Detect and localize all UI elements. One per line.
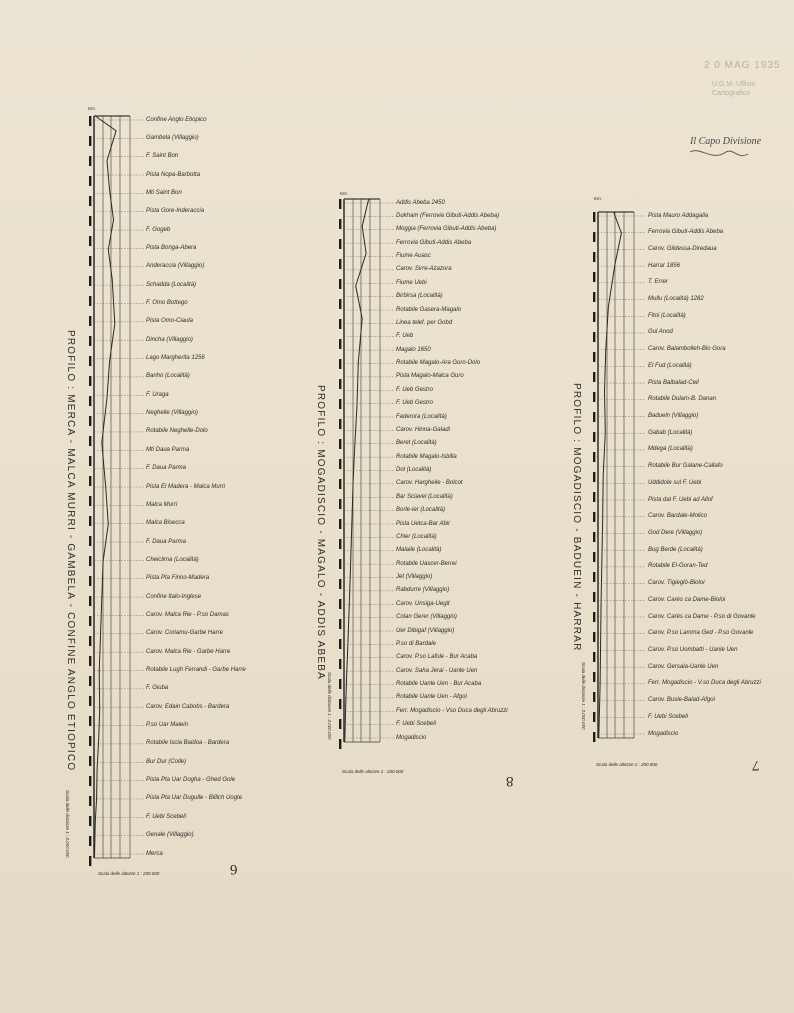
profile8-place-label: F. Ueb Gestro	[396, 386, 433, 393]
profile6-scale-segment	[89, 316, 91, 326]
profile6-scale-segment	[89, 656, 91, 666]
profile8-place-label: Carov. Unsiga-Uegit	[396, 600, 450, 607]
profile7-scale-alt: Scala delle altezze 1 : 200.000	[596, 762, 658, 767]
profile7-place-label: Carov. Balambolleh-Bio Gora	[648, 346, 726, 353]
profile6-unit: Km.	[88, 106, 97, 111]
profile7-place-label: Pista dal F. Uebi ad Allof	[648, 496, 713, 503]
profile8-scale-segment	[339, 679, 341, 689]
profile7-scale-segment	[593, 492, 595, 502]
profile8-scale-segment	[339, 739, 341, 749]
profile6-place-label: F. Gogeb	[146, 226, 171, 233]
profile6-scale-segment	[89, 136, 91, 146]
profile7-place-label: Fitoi (Località)	[648, 312, 686, 319]
profile8-place-label: Jet (Villaggio)	[396, 574, 433, 580]
profile7-scale-segment	[593, 472, 595, 482]
profile6-place-label: Carov. Malca Rie - P.so Damas	[146, 611, 229, 618]
profile6-scale-segment	[89, 516, 91, 526]
profile6-scale-segment	[89, 396, 91, 406]
profile6-scale-segment	[89, 116, 91, 126]
profile8-place-label: Carov. Hinna-Galadi	[396, 426, 450, 433]
profile7-place-label: Carov. Busle-Balad-Afgoi	[648, 697, 715, 704]
profile8-place-label: Rotabile Uanle Uen - Bur Acaba	[396, 681, 482, 687]
profile8-place-label: Dol (Località)	[396, 467, 432, 473]
profile6-scale-segment	[89, 816, 91, 826]
office-stamp: U.G.M. Ufficio Cartografico	[712, 81, 756, 97]
profile8-scale-segment	[339, 539, 341, 549]
profile6-place-label: Carov. Edain Cabobs - Bardera	[146, 703, 230, 710]
profile7-scale-segment	[593, 272, 595, 282]
profile6-place-label: Pista Bonga-Abera	[146, 244, 197, 251]
profile7-place-label: Bug Berde (Località)	[648, 546, 703, 553]
profile8-scale-segment	[339, 479, 341, 489]
profile8-place-label: Linea telef. per Gobd	[396, 319, 453, 326]
profile6-place-label: Banho (Località)	[146, 373, 190, 380]
profile8-place-label: Ferr. Mogadiscio - Vso Duca degli Abruzzi	[396, 707, 508, 714]
profile7-place-label: Pista Mauro Addagalla	[648, 212, 709, 219]
profile8-scale-alt: Scala delle altezze 1 : 200.000	[342, 769, 404, 774]
profile6-place-label: F. Saint Bon	[146, 153, 179, 160]
profile6-scale-segment	[89, 616, 91, 626]
signature-head: Il Capo Divisione	[690, 136, 762, 147]
profile6-place-label: Confine Anglo Etiopico	[146, 116, 207, 123]
profile8-scale-segment	[339, 639, 341, 649]
profile6-place-label: Genale (Villaggio)	[146, 832, 194, 839]
profile6-scale-segment	[89, 836, 91, 846]
profile8-place-label: Ferrovia Gibuti-Addis Abeba	[396, 239, 472, 246]
profile7-scale-segment	[593, 692, 595, 702]
profile7-place-label: Carov. P.so Lamma Ged - P.so Govanle	[648, 630, 754, 637]
profile7-place-label: Carov. Carès ca Dame-Bioloi	[648, 596, 726, 603]
profile6-scale-segment	[89, 556, 91, 566]
profile8-place-label: Pista Uetca-Bar Abir	[396, 520, 451, 527]
profile8-place-label: Carov. P.so Lafole - Bur Acaba	[396, 654, 478, 661]
profile7-place-label: Harrar 1856	[648, 262, 681, 269]
profile8-place-label: Moggia (Ferrovia Gibuti-Addis Abeba)	[396, 226, 497, 233]
profile8-scale-segment	[339, 439, 341, 449]
profile6-scale-segment	[89, 576, 91, 586]
profile7-scale-segment	[593, 372, 595, 382]
profile7-scale-segment	[593, 652, 595, 662]
profile7-place-label: Carov. Tigieglò-Bioloi	[648, 580, 705, 587]
profile6-scale-segment	[89, 496, 91, 506]
profile7-place-label: Carov. P.so Uombatti - Uanle Uen	[648, 646, 738, 653]
profile6-place-label: Rotabile Iscia Baidoa - Bardera	[146, 740, 230, 747]
profile7-place-label: Uddidole sul F. Uebi	[648, 479, 702, 486]
profile7-scale-segment	[593, 332, 595, 342]
profile8-place-label: Fiume Auasc	[396, 253, 431, 259]
profile6-scale-segment	[89, 476, 91, 486]
profile6-place-label: Rotabile Lugh Ferrandi - Garbe Harre	[146, 667, 246, 673]
profile6-scale-segment	[89, 276, 91, 286]
profile8-place-label: Bar Sciavel (Località)	[396, 493, 453, 500]
profile8-scale-segment	[339, 579, 341, 589]
profile7-place-label: El Fud (Località)	[648, 362, 692, 369]
profile6-scale-segment	[89, 716, 91, 726]
profile7-place-label: Mdega (Località)	[648, 446, 693, 453]
profile6-place-label: F. Omo Bottego	[146, 300, 188, 306]
profile6-place-label: Pista Pta Uar Dogha - Ghed Gole	[146, 777, 236, 784]
profile6-page-number: 6	[230, 861, 238, 877]
profile7-scale-segment	[593, 232, 595, 242]
profile8-scale-segment	[339, 279, 341, 289]
profile8-place-label: Rotabile Gasera-Magalo	[396, 306, 462, 313]
profile7-title: PROFILO : MOGADISCIO - BADUEIN - HARRAR	[571, 383, 582, 652]
profile6-place-label: Confine Italo-Inglese	[146, 593, 202, 600]
profile7-scale-segment	[593, 452, 595, 462]
profile7-place-label: Mullu (Località) 1282	[648, 296, 704, 303]
profile6-scale-segment	[89, 196, 91, 206]
profile6-scale-segment	[89, 536, 91, 546]
profile6-scale-segment	[89, 176, 91, 186]
profile8-place-label: Mogadiscio	[396, 734, 427, 741]
profile6-scale-segment	[89, 736, 91, 746]
profile6-scale-segment	[89, 256, 91, 266]
profile6-scale-segment	[89, 796, 91, 806]
profile8-place-label: Carov. Hargheile - Bolcot	[396, 480, 463, 487]
profile6-place-label: Anderaccia (Villaggio)	[146, 263, 205, 270]
profile6-place-label: Gambela (Villaggio)	[146, 134, 199, 141]
profile6-scale-segment	[89, 456, 91, 466]
profile8-scale-segment	[339, 239, 341, 249]
profile8-place-label: Rotabile Magalo-Ara Goro-Dolo	[396, 360, 481, 366]
profile8-place-label: F. Uebi Scebeli	[396, 721, 436, 728]
profile8-scale-segment	[339, 359, 341, 369]
profile7-place-label: Badueln (Villaggio)	[648, 413, 699, 420]
profile8-place-label: F. Ueb	[396, 333, 414, 340]
profile6-scale-segment	[89, 156, 91, 166]
profile8-unit: Km.	[340, 191, 349, 196]
profile8-scale-segment	[339, 459, 341, 469]
profile6-title: PROFILO : MERCA - MALCA MURRI - GAMBELA - CONFINE ANGLO ETIOPICO	[65, 330, 76, 772]
profile8-scale-segment	[339, 499, 341, 509]
profile7-place-label: Gul Anod	[648, 329, 673, 336]
profile6-place-label: Pista Nopa-Barbotta	[146, 171, 201, 178]
profile6-place-label: F. Uraga	[146, 391, 169, 398]
profile8-place-label: Birbirsa (Località)	[396, 293, 443, 300]
profile7-place-label: Carov. Bardale-Molico	[648, 513, 707, 520]
profile6-place-label: F. Giuba	[146, 685, 169, 692]
profile7-place-label: F. Uebi Scebeli	[648, 713, 688, 720]
profile6-scale-segment	[89, 416, 91, 426]
profile7-unit: Km.	[594, 196, 603, 201]
profile6-scale-segment	[89, 296, 91, 306]
profile8-scale-segment	[339, 219, 341, 229]
profile6-place-label: Malca Murri	[146, 501, 178, 508]
profile6-place-label: Carov. Malca Rie - Garbe Harre	[146, 648, 231, 655]
profile7-scale-segment	[593, 632, 595, 642]
profile8-place-label: Uer Dibigaf (Villaggio)	[396, 627, 455, 634]
profile8-place-label: Faderora (Località)	[396, 413, 447, 420]
profile6-scale-segment	[89, 236, 91, 246]
profile7-scale-segment	[593, 352, 595, 362]
profile7-scale-segment	[593, 572, 595, 582]
profile8-place-label: Rabdurre (Villaggio)	[396, 587, 450, 594]
profile6-place-label: Mti Saint Bon	[146, 189, 182, 196]
profile8-place-label: Colan Gerer (Villaggio)	[396, 614, 457, 621]
profile8-scale-segment	[339, 339, 341, 349]
profile7-place-label: Ferr. Mogadiscio - V.so Duca degli Abruzzi	[648, 680, 761, 687]
profile6-place-label: Schadda (Località)	[146, 281, 197, 288]
profile7-scale-vert: Scala delle distanze 1 : 2.000.000	[581, 662, 586, 730]
profile6-scale-alt: Scala delle altezze 1 : 200.000	[98, 871, 160, 876]
profile8-scale-segment	[339, 659, 341, 669]
profile7-place-label: Rotabile Bur Galane-Callafo	[648, 463, 723, 470]
profile8-scale-segment	[339, 199, 341, 209]
profile6-place-label: Dincha (Villaggio)	[146, 336, 193, 343]
profile6-place-label: Mti Daua Parma	[146, 446, 190, 453]
profile8-place-label: Malaile (Località)	[396, 547, 442, 554]
profile6-scale-segment	[89, 376, 91, 386]
profile7-scale-segment	[593, 412, 595, 422]
profile7-scale-segment	[593, 252, 595, 262]
profile8-scale-segment	[339, 599, 341, 609]
profile6-place-label: Malca Bisecca	[146, 520, 185, 527]
profile8-scale-segment	[339, 699, 341, 709]
profile8-place-label: Magalo 1650	[396, 346, 431, 353]
date-stamp: 2 0 MAG 1935	[704, 60, 781, 71]
profile8-place-label: P.so di Bardale	[396, 640, 436, 647]
profile6-scale-segment	[89, 436, 91, 446]
profile7-scale-segment	[593, 312, 595, 322]
profile6-place-label: Pista El Madera - Malca Murri	[146, 483, 226, 490]
profile8-scale-vert: Scala delle distanze 1 : 2.000.000	[327, 672, 332, 740]
profile7-scale-segment	[593, 592, 595, 602]
profile6-place-label: Rotabile Neghelle-Dolo	[146, 428, 208, 435]
profile6-scale-segment	[89, 336, 91, 346]
profile6-scale-segment	[89, 676, 91, 686]
profile8-scale-segment	[339, 719, 341, 729]
profile8-place-label: Addis Abeba 2450	[396, 199, 445, 206]
profile6-place-label: Pista Pta Finno-Madera	[146, 575, 210, 582]
profile8-place-label: Chier (Località)	[396, 533, 437, 540]
profile6-scale-segment	[89, 756, 91, 766]
profile6-place-label: Cheiclima (Località)	[146, 556, 199, 563]
profile6-place-label: P.so Uar Maiein	[146, 722, 188, 729]
profile6-scale-segment	[89, 856, 91, 866]
profile6-scale-segment	[89, 216, 91, 226]
profile8-place-label: Rotabile Uanle Uen - Afgoi	[396, 694, 467, 701]
profile8-scale-segment	[339, 259, 341, 269]
profile7-scale-segment	[593, 432, 595, 442]
profile8-scale-segment	[339, 619, 341, 629]
profile8-title: PROFILO : MOGADISCIO - MAGALO - ADDIS ABEBA	[315, 385, 326, 680]
profile6-scale-segment	[89, 636, 91, 646]
profile7-place-label: Mogadiscio	[648, 730, 679, 737]
profile8-scale-segment	[339, 299, 341, 309]
profile7-scale-segment	[593, 512, 595, 522]
profile7-place-label: Rotabile El-Goran-Ted	[648, 563, 708, 570]
profile7-place-label: Pista Balbalad-Ceil	[648, 379, 699, 386]
profile8-scale-segment	[339, 379, 341, 389]
profile7-place-label: T. Errer	[648, 279, 668, 286]
profile6-place-label: Lago Margherita 1256	[146, 355, 205, 362]
profile8-place-label: Rotabile Magalo-Isbilla	[396, 453, 457, 460]
profile6-place-label: Merca	[146, 850, 163, 857]
profile7-place-label: Gabab (Località)	[648, 429, 693, 436]
profile6-place-label: Neghelle (Villaggio)	[146, 410, 198, 417]
profile8-scale-segment	[339, 319, 341, 329]
profile7-scale-segment	[593, 532, 595, 542]
profile7-page-number: 7	[752, 757, 760, 773]
profile7-scale-segment	[593, 292, 595, 302]
profile8-place-label: Borle-ier (Località)	[396, 507, 446, 514]
profile8-place-label: Carov. Saha Jerai - Uanle Uen	[396, 667, 478, 674]
profile7-scale-segment	[593, 392, 595, 402]
profile6-scale-segment	[89, 356, 91, 366]
profile8-place-label: Pista Magalo-Malca Guro	[396, 373, 464, 380]
profile7-scale-segment	[593, 552, 595, 562]
profile6-scale-segment	[89, 776, 91, 786]
profile6-place-label: Bur Dur (Colle)	[146, 758, 187, 765]
profile6-scale-vert: Scala delle distanze 1 : 2.000.000	[65, 790, 70, 858]
profile7-place-label: God Dere (Villaggio)	[648, 529, 703, 536]
profile8-scale-segment	[339, 559, 341, 569]
profile6-place-label: F. Daua Parma	[146, 465, 186, 472]
profile7-scale-segment	[593, 712, 595, 722]
profile7-scale-segment	[593, 672, 595, 682]
profile8-place-label: F. Ueb Gestro	[396, 400, 433, 407]
profile8-scale-segment	[339, 399, 341, 409]
profile7-place-label: Carov. Carès ca Dame - P.so di Govanle	[648, 613, 756, 620]
profile6-place-label: F. Daua Parma	[146, 538, 186, 545]
profile8-place-label: Beret (Località)	[396, 440, 437, 447]
profile7-scale-segment	[593, 732, 595, 742]
profile7-place-label: Rotabile Dulam-B. Danan	[648, 396, 717, 403]
profile6-place-label: Carov. Coriamu-Garbe Harre	[146, 630, 223, 637]
profile7-altitude-profile	[599, 212, 622, 738]
profile6-place-label: Pista Omo-Ciaula	[146, 318, 194, 325]
profile8-scale-segment	[339, 519, 341, 529]
profile8-place-label: Rotabile Uascer-Berrei	[396, 560, 457, 567]
profile8-page-number: 8	[506, 773, 514, 789]
profile8-scale-segment	[339, 419, 341, 429]
profile6-place-label: Pista Pta Uar Dugulle - Billich Uogte	[146, 795, 243, 802]
profile7-place-label: Carov. Gersala-Uanle Uen	[648, 663, 719, 670]
profile7-place-label: Carov. Gildessa-Diredaua	[648, 245, 717, 252]
profile7-scale-segment	[593, 612, 595, 622]
profile7-scale-segment	[593, 212, 595, 222]
profile8-place-label: Carov. Sirre-Azazora	[396, 266, 452, 273]
profile6-place-label: Pista Gore-Inderaccia	[146, 208, 205, 215]
profile6-scale-segment	[89, 696, 91, 706]
profile8-place-label: Fiume Uebi	[396, 279, 427, 286]
profile7-place-label: Ferrovia Gibuti-Addis Abeba	[648, 229, 724, 236]
profile8-place-label: Dukham (Ferrovia Gibuti-Addis Abeba)	[396, 212, 500, 219]
profile6-scale-segment	[89, 596, 91, 606]
profile6-place-label: F. Uebi Scebeli	[146, 813, 186, 820]
